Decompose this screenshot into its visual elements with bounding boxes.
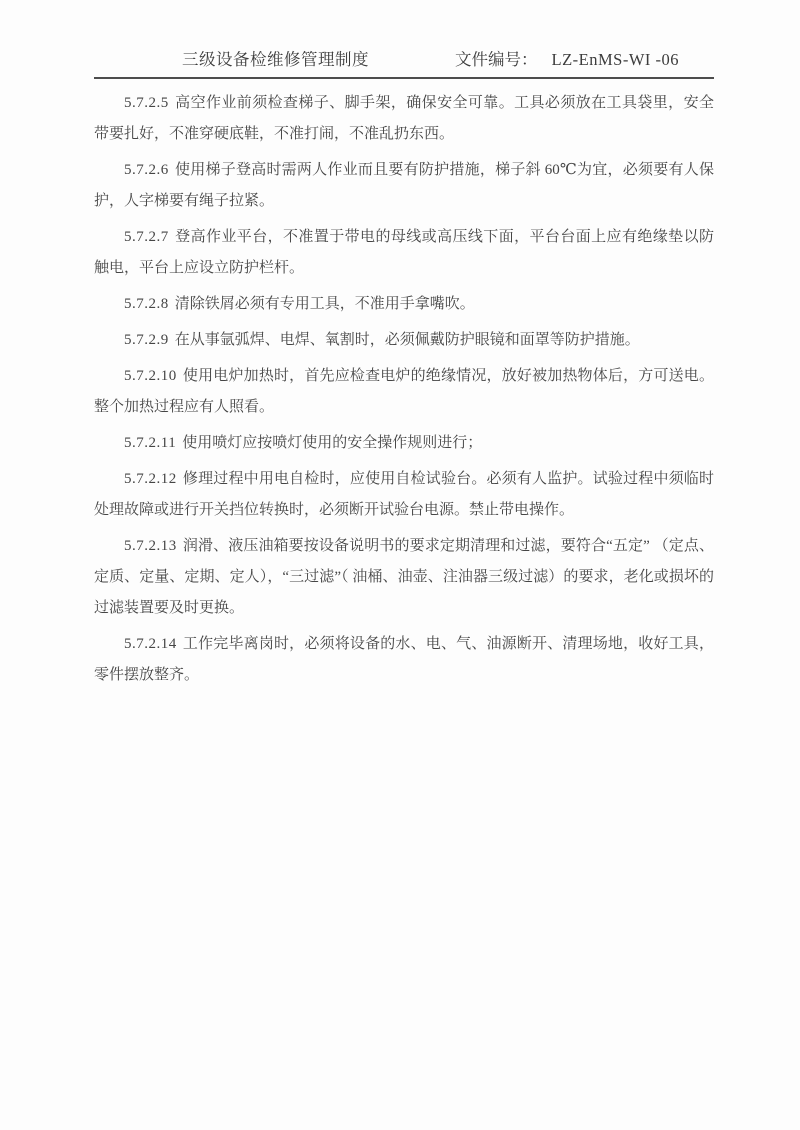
file-number: [455, 50, 679, 70]
clause-text: 清除铁屑必须有专用工具，不准用手拿嘴吹。: [174, 296, 475, 312]
clause-text: 登高作业平台，不准置于带电的母线或高压线下面，平台台面上应有绝缘垫以防触电，平台上应设立防护栏杆。: [94, 229, 714, 276]
clause-5-7-2-12: [94, 464, 714, 526]
document-header: [94, 50, 714, 79]
clause-5-7-2-9: [94, 325, 714, 356]
clause-5-7-2-11: [94, 428, 714, 459]
clause-5-7-2-7: [94, 222, 714, 284]
clause-number: 5.7.2.11: [124, 435, 177, 451]
clause-number: 5.7.2.14: [124, 636, 177, 652]
clause-5-7-2-5: [94, 88, 714, 150]
document-title: 三级设备检维修管理制度: [182, 50, 369, 69]
clause-number: 5.7.2.10: [124, 368, 177, 384]
clause-number: 5.7.2.5: [124, 95, 169, 111]
clause-text: 润滑、液压油箱要按设备说明书的要求定期清理和过滤，要符合“五定” （定点、定质、定量、定期、定人），“三过滤”（ 油桶、油壶、注油器三级过滤）的要求，老化或损坏的过滤装置要及时更换。: [94, 538, 714, 616]
clause-number: 5.7.2.9: [124, 332, 169, 348]
clause-text: 使用电炉加热时，首先应检查电炉的绝缘情况，放好被加热物体后，方可送电。整个加热过程应有人照看。: [94, 368, 714, 415]
document-body: [94, 88, 714, 691]
clause-text: 使用梯子登高时需两人作业而且要有防护措施，梯子斜 60℃为宜，必须要有人保护，人字梯要有绳子拉紧。: [94, 162, 714, 209]
clause-5-7-2-13: [94, 531, 714, 624]
clause-number: 5.7.2.12: [124, 471, 177, 487]
clause-5-7-2-14: [94, 629, 714, 691]
clause-5-7-2-10: [94, 361, 714, 423]
clause-5-7-2-8: [94, 289, 714, 320]
clause-number: 5.7.2.6: [124, 162, 169, 178]
clause-text: 高空作业前须检查梯子、脚手架，确保安全可靠。工具必须放在工具袋里，安全带要扎好，不准穿硬底鞋，不准打闹，不准乱扔东西。: [94, 95, 714, 142]
clause-text: 在从事氩弧焊、电焊、氧割时，必须佩戴防护眼镜和面罩等防护措施。: [174, 332, 640, 348]
file-number-value: LZ-EnMS-WI -06: [551, 50, 680, 69]
clause-text: 使用喷灯应按喷灯使用的安全操作规则进行；: [182, 435, 483, 451]
file-number-label: 文件编号：: [455, 50, 538, 69]
clause-text: 修理过程中用电自检时，应使用自检试验台。必须有人监护。试验过程中须临时处理故障或进行开关挡位转换时，必须断开试验台电源。禁止带电操作。: [94, 471, 714, 518]
clause-number: 5.7.2.7: [124, 229, 169, 245]
clause-text: 工作完毕离岗时，必须将设备的水、电、气、油源断开、清理场地，收好工具，零件摆放整齐。: [94, 636, 714, 683]
clause-5-7-2-6: [94, 155, 714, 217]
clause-number: 5.7.2.8: [124, 296, 169, 312]
clause-number: 5.7.2.13: [124, 538, 177, 554]
